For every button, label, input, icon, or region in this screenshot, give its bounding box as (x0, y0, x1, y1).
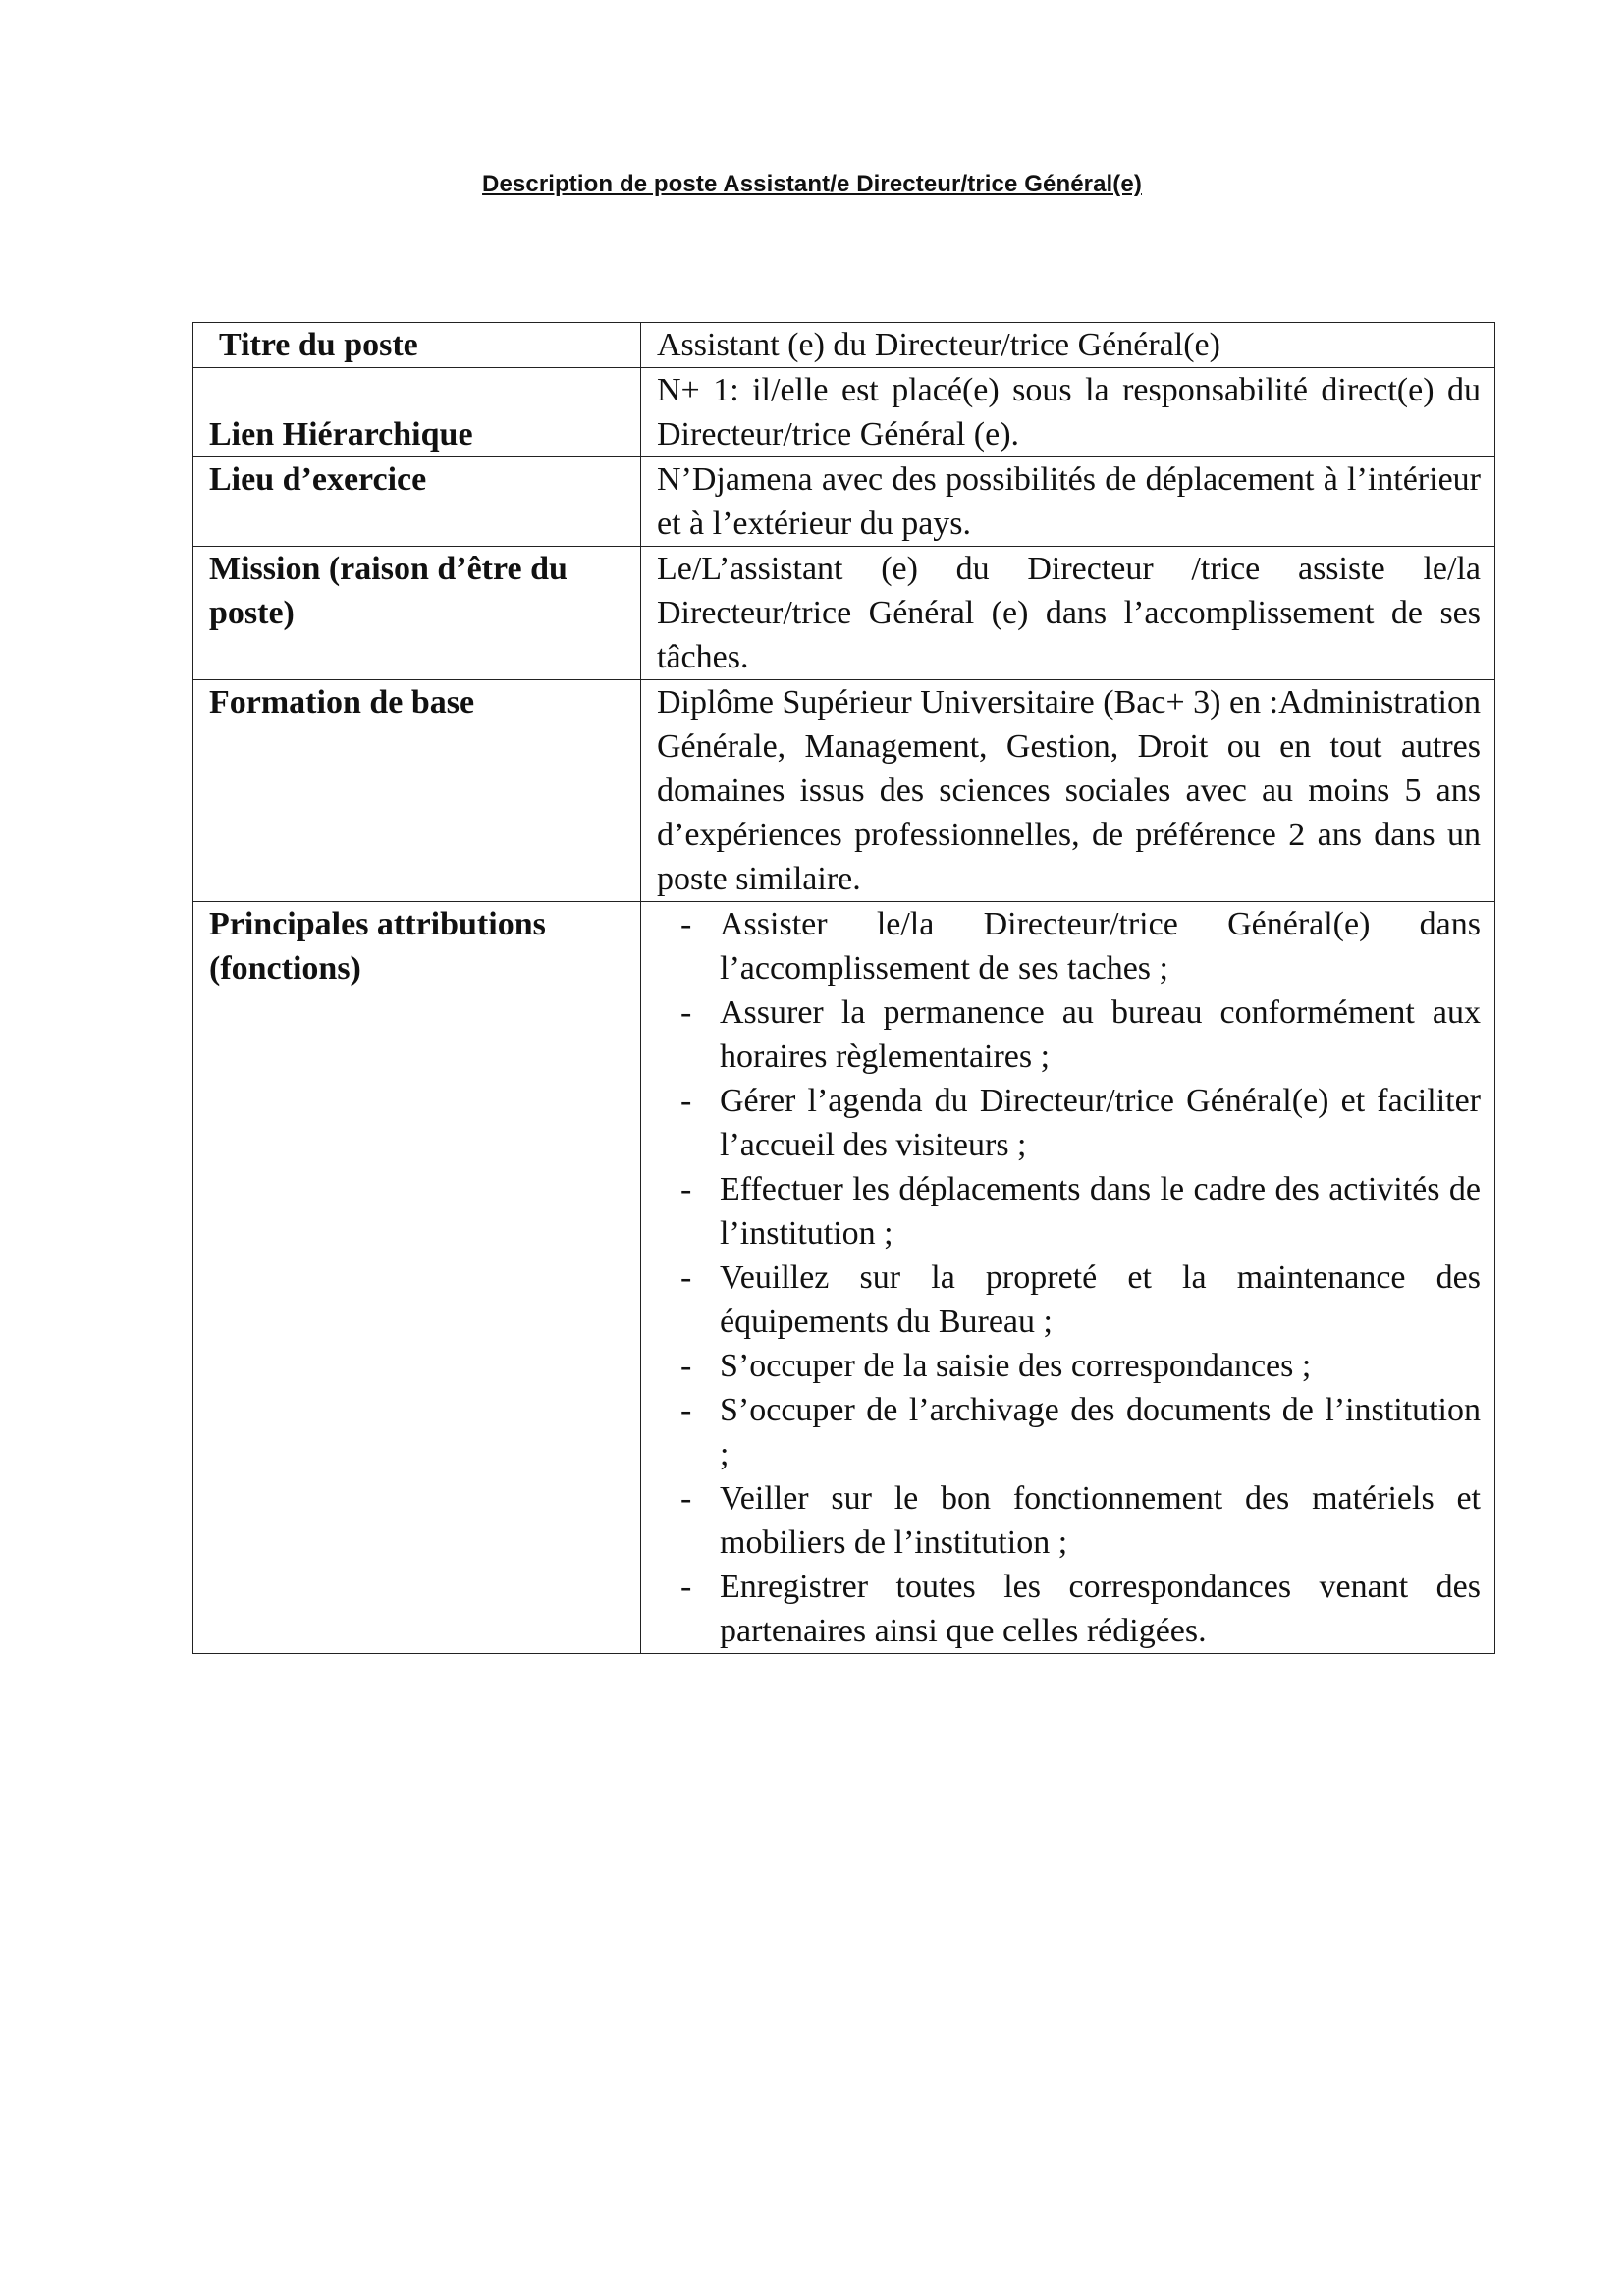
label-location: Lieu d’exercice (193, 457, 641, 547)
list-item-text: Veiller sur le bon fonctionnement des matériels et mobiliers de l’institution ; (720, 1480, 1481, 1561)
duties-list (657, 902, 1481, 1653)
table-row-duties (193, 902, 1495, 1654)
dash-bullet: - (680, 1348, 692, 1384)
list-item (680, 1079, 1481, 1167)
list-item (680, 902, 1481, 990)
dash-bullet: - (680, 906, 692, 942)
value-hierarchy: N+ 1: il/elle est placé(e) sous la responsabilité direct(e) du Directeur/trice Général (e). (641, 368, 1495, 457)
table-row-hierarchy (193, 368, 1495, 457)
list-item-text: Assurer la permanence au bureau conformément aux horaires règlementaires ; (720, 994, 1481, 1075)
list-item (680, 1476, 1481, 1565)
table-row-job-title (193, 323, 1495, 368)
dash-bullet: - (680, 1171, 692, 1207)
list-item-text: Enregistrer toutes les correspondances venant des partenaires ainsi que celles rédigées. (720, 1569, 1481, 1649)
list-item-text: S’occuper de la saisie des correspondances ; (720, 1348, 1312, 1384)
list-item (680, 990, 1481, 1079)
list-item-text: Gérer l’agenda du Directeur/trice Général(e) et faciliter l’accueil des visiteurs ; (720, 1083, 1481, 1163)
dash-bullet: - (680, 1083, 692, 1119)
job-description-table (192, 322, 1495, 1654)
value-mission: Le/L’assistant (e) du Directeur /trice assiste le/la Directeur/trice Général (e) dans l’accomplissement de ses tâches. (641, 547, 1495, 680)
label-education: Formation de base (193, 680, 641, 902)
label-duties: Principales attributions (fonctions) (193, 902, 641, 1654)
dash-bullet: - (680, 1569, 692, 1605)
dash-bullet: - (680, 1480, 692, 1517)
document-title: Description de poste Assistant/e Directeur/trice Général(e) (482, 171, 1142, 197)
list-item-text: S’occuper de l’archivage des documents de l’institution ; (720, 1392, 1481, 1472)
list-item (680, 1388, 1481, 1476)
table-row-mission (193, 547, 1495, 680)
list-item (680, 1344, 1481, 1388)
table-row-education (193, 680, 1495, 902)
label-hierarchy: Lien Hiérarchique (193, 368, 641, 457)
list-item-text: Veuillez sur la propreté et la maintenance des équipements du Bureau ; (720, 1259, 1481, 1340)
dash-bullet: - (680, 1392, 692, 1428)
list-item-text: Assister le/la Directeur/trice Général(e) dans l’accomplissement de ses taches ; (720, 906, 1481, 987)
value-duties (641, 902, 1495, 1654)
label-mission: Mission (raison d’être du poste) (193, 547, 641, 680)
list-item (680, 1565, 1481, 1653)
value-location: N’Djamena avec des possibilités de déplacement à l’intérieur et à l’extérieur du pays. (641, 457, 1495, 547)
dash-bullet: - (680, 994, 692, 1031)
value-education: Diplôme Supérieur Universitaire (Bac+ 3) en :Administration Générale, Management, Gestion, Droit ou en tout autres domaines issus des sciences sociales avec au moins 5 ans d’expériences professionnelles, de préférence 2 ans dans un poste similaire. (641, 680, 1495, 902)
dash-bullet: - (680, 1259, 692, 1296)
label-job-title: Titre du poste (193, 323, 641, 368)
list-item-text: Effectuer les déplacements dans le cadre des activités de l’institution ; (720, 1171, 1481, 1252)
list-item (680, 1255, 1481, 1344)
value-job-title: Assistant (e) du Directeur/trice Général(e) (641, 323, 1495, 368)
table-row-location (193, 457, 1495, 547)
list-item (680, 1167, 1481, 1255)
